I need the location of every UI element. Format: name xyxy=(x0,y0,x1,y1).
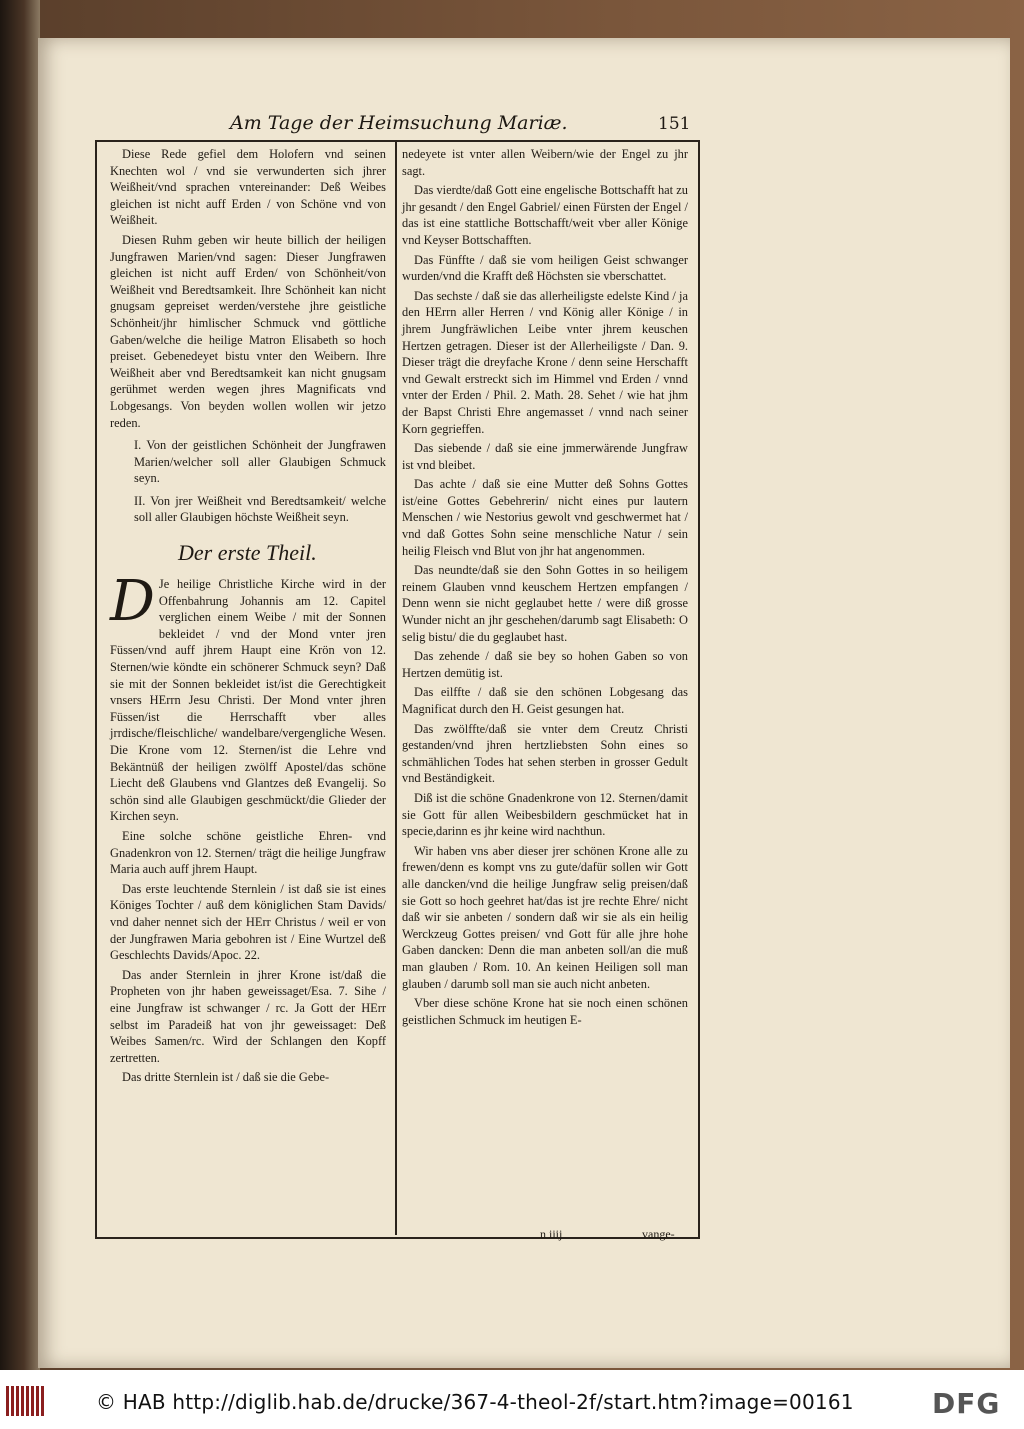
right-column xyxy=(402,146,688,1031)
page-number: 151 xyxy=(658,114,691,134)
signature-mark: n iiij xyxy=(540,1227,563,1241)
right-paragraph-2: Das vierdte/daß Gott eine engelische Bottschafft hat zu jhr gesandt / den Engel Gabriel/ einen Fürsten der Engel / das ist eine stattliche Bottschafft/weit vber aller Könige vnd Keyser Bottschafften. xyxy=(402,183,688,247)
left-paragraph-7: Das dritte Sternlein ist / daß sie die Gebe- xyxy=(122,1070,330,1085)
left-paragraph-6: Das ander Sternlein in jhrer Krone ist/daß die Propheten von jhr haben geweissaget/Esa. 7. Sihe / eine Jungfraw ist schwanger / rc. Ja Gott der HErr selbst im Paradeiß hat von jhr geweissaget: Deß Weibes Samen/rc. Wird der Schlangen den Kopff zertretten. xyxy=(110,967,386,1065)
right-paragraph-3: Das Fünffte / daß sie vom heiligen Geist schwanger wurden/vnd die Krafft deß Höchsten sie vberschattet. xyxy=(402,252,688,284)
right-paragraph-9: Das eilffte / daß sie den schönen Lobgesang das Magnificat durch den H. Geist gesungen hat. xyxy=(402,685,688,716)
right-paragraph-12: Wir haben vns aber dieser jrer schönen Krone alle zu frewen/denn es kompt vns zu gute/dafür sollen wir Gott alle dancken/vnd die heilige Jungfraw selig preisen/daß sie Gott so hoch geehret hat/das ist jre rechte Ehre/ nicht daß wir sie anbeten / sondern daß wir sie als ein heilig Werckzeug Gottes preisen/ vnd Gott für alle jhre hohe Gaben dancken: Denn die man anbeten soll/an die muß man glauben / Rom. 10. An keinen Heiligen soll man glauben / darumb soll man sie auch nicht anbeten. xyxy=(402,843,688,991)
dfg-logo: DFG xyxy=(932,1387,1001,1420)
outline-item-1: I. Von der geistlichen Schönheit der Jungfrawen Marien/welcher soll aller Glaubigen Schmuck seyn. xyxy=(134,438,386,486)
right-paragraph-11: Diß ist die schöne Gnadenkrone von 12. Sternen/damit sie Gott für allen Weibesbildern geschmücket hat in specie,darinn es jhr keine wird nachthun. xyxy=(402,790,688,839)
running-header: Am Tage der Heimsuchung Mariæ. xyxy=(230,112,568,134)
right-paragraph-4: Das sechste / daß sie das allerheiligste edelste Kind / ja den HErrn aller Herren / vnd König aller Könige / in jhrem Jungfräwlichen Leibe vnter jhrem keuschen Hertzen getragen. Dieser ist der Allerheiligste / Dan. 9. Dieser trägt die dreyfache Krone / denn seine Herschafft vnd Gewalt erstreckt sich im Himmel vnd Erden / vnnd vnter der Erden / Phil. 2. Math. 28. Sehet / wie hat jhm der Bapst Christi Ehre angemasset / vnnd nach seiner Korn gegrieffen. xyxy=(402,288,688,436)
right-paragraph-10: Das zwölffte/daß sie vnter dem Creutz Christi gestanden/vnd jhren hertzliebsten Sohn eines so schmählichen Todes hat sehen sterben in grosser Gedult vnd Beständigkeit. xyxy=(402,721,688,786)
catchword: vange- xyxy=(642,1227,675,1241)
left-paragraph-4: Eine solche schöne geistliche Ehren- vnd Gnadenkron von 12. Sternen/ trägt die heilige Jungfraw Maria auch auff jhrem Haupt. xyxy=(110,828,386,877)
column-divider xyxy=(395,140,397,1235)
right-paragraph-1: nedeyete ist vnter allen Weibern/wie der Engel zu jhr sagt. xyxy=(402,147,688,178)
outline-item-2: II. Von jrer Weißheit vnd Beredtsamkeit/ welche soll aller Glaubigen höchste Weißheit seyn. xyxy=(134,493,386,525)
source-link[interactable]: © HAB http://diglib.hab.de/drucke/367-4-theol-2f/start.htm?image=00161 xyxy=(96,1390,854,1414)
barcode-icon xyxy=(6,1386,44,1416)
book-gutter xyxy=(0,0,40,1370)
section-heading: Der erste Theil. xyxy=(178,540,317,566)
left-column xyxy=(110,146,386,1089)
left-paragraph-2: Diesen Ruhm geben wir heute billich der heiligen Jungfrawen Marien/vnd sagen: Dieser Jungfrawen gleichen ist nicht auff Erden/ von Schönheit/von Weißheit vnd Beredtsamkeit. Ihre Schönheit kan nicht gnugsam gepreiset werden/verstehe jhre geistliche Schönheit/jhr himlischer Schmuck vnd göttliche Gaben/welche die heilige Matron Elisabeth so hoch preiset. Gebenedeyet bistu vnter den Weibern. Ihre Weißheit aber vnd Beredtsamkeit kan nicht gnugsam gerühmet werden wegen jhres Magnificats vnd Lobgesangs. Von beyden wollen wollen wir jetzo reden. xyxy=(110,232,386,430)
drop-capital: D xyxy=(110,569,155,635)
right-paragraph-6: Das achte / daß sie eine Mutter deß Sohns Gottes ist/eine Gottes Gebehrerin/ nicht eines pur lautern Menschen / wie Nestorius gewolt vnd geschwermet hat / vnd daß Gottes Sohn seine menschliche Natur / sein heilig Fleisch vnd Blut von jhr hat angenommen. xyxy=(402,477,688,558)
right-paragraph-5: Das siebende / daß sie eine jmmerwärende Jungfraw ist vnd bleibet. xyxy=(402,441,688,472)
right-paragraph-7: Das neundte/daß sie den Sohn Gottes in so heiligem reinem Glauben vnnd keuschem Hertzen empfangen / Denn wenn sie nicht geglaubet hette / were diß grosse Wunder nicht an jhr geschehen/darumb sagt Elisabeth: O selig bistu/ die du geglaubet hast. xyxy=(402,563,688,644)
right-paragraph-8: Das zehende / daß sie bey so hohen Gaben so von Hertzen demütig ist. xyxy=(402,649,688,680)
left-paragraph-3-text: Je heilige Christliche Kirche wird in der Offenbahrung Johannis am 12. Capitel verglichen einem Weibe / mit der Sonnen bekleidet / vnd der Mond vnter jren Füssen/vnd auff jhrem Haupt eine Krön von 12. Sternen/wie köndte ein schönerer Schmuck seyn? Daß sie mit der Sonnen bekleidet ist/ist die Gerechtigkeit vnsers HErrn Jesu Christi. Der Mond vnter jhren Füssen/ist die Herrschafft vber alles jrrdische/fleischliche/ wandelbare/vergengliche Wesen. Die Krone vom 12. Sternen/ist die Lehre vnd Bekäntnüß der heiligen zwölff Apostel/das schöne Liecht deß Glaubens vnd Glantzes deß Evangelij. So schön sind alle Glaubigen geschmückt/die Glieder der Kirchen seyn. xyxy=(110,577,386,824)
left-paragraph-1: Diese Rede gefiel dem Holofern vnd seinen Knechten wol / vnd sie verwunderten sich jhrer Weißheit/vnd sprachen vntereinander: Deß Weibes gleichen ist nicht auff Erden / von Schöne vnd von Weißheit. xyxy=(110,147,386,228)
left-paragraph-5: Das erste leuchtende Sternlein / ist daß sie ist eines Königes Tochter / auß dem königlichen Stam Davids/ vnd daher nennet sich der HErr Christus / weil er von der Jungfrawen Maria gebohren ist / Eine Wurtzel deß Geschlechts Davids/Apoc. 22. xyxy=(110,881,386,963)
left-paragraph-3 xyxy=(110,569,386,825)
right-paragraph-13: Vber diese schöne Krone hat sie noch einen schönen geistlichen Schmuck im heutigen E- xyxy=(402,996,688,1027)
